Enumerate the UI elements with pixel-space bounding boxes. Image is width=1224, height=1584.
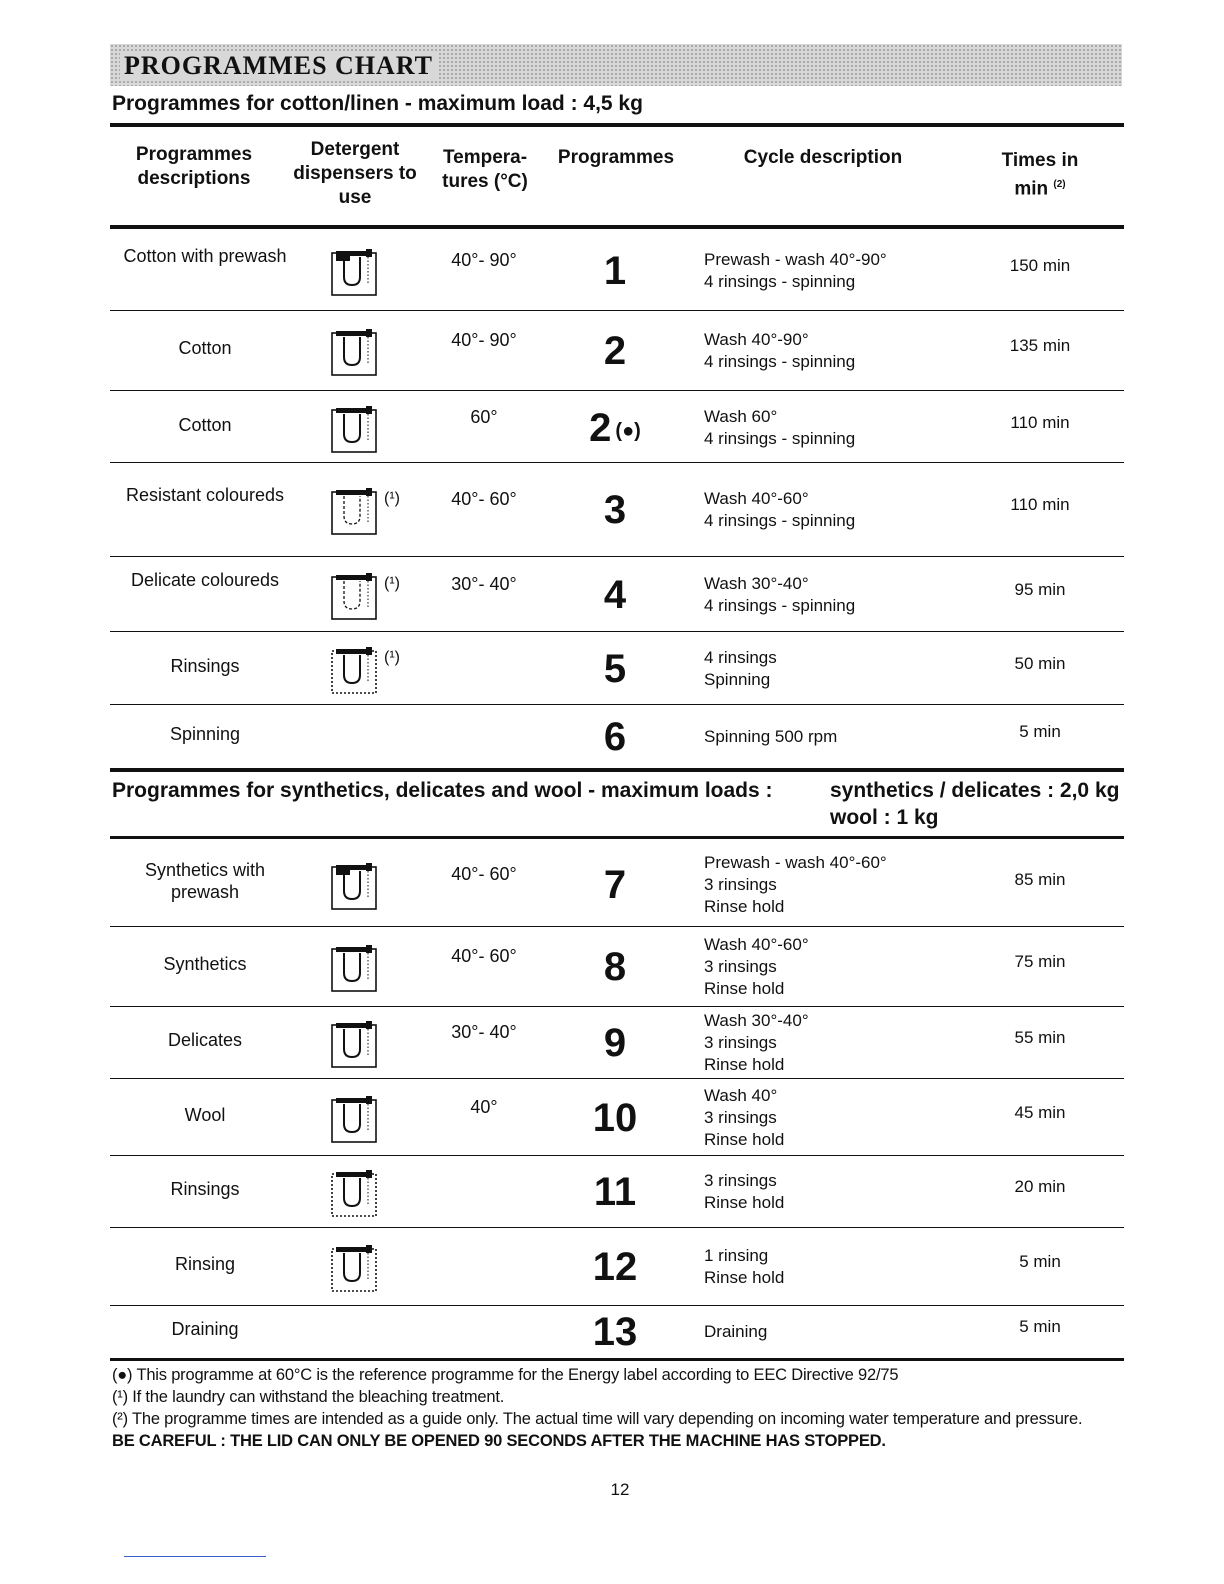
cycle-step: Wash 40°-60°: [704, 935, 809, 954]
table-row: [110, 231, 1124, 311]
programme-number: 13: [592, 1310, 638, 1354]
footnote-bleach: (¹) If the laundry can withstand the bleaching treatment.: [112, 1388, 505, 1406]
programme-time: 135 min: [1009, 336, 1071, 355]
programme-description: Spinning: [169, 723, 241, 744]
cycle-step: Rinse hold: [704, 1193, 785, 1212]
cycle-description: [704, 573, 1004, 617]
banner: [110, 44, 1122, 86]
programme-number: 7: [603, 862, 627, 907]
bleach-footnote-mark: (¹): [384, 490, 400, 507]
programme-number-cell: [565, 1096, 665, 1140]
cycle-step: 4 rinsings - spinning: [704, 429, 856, 448]
table-row: [110, 705, 1124, 768]
temperature: 40°- 90°: [451, 250, 517, 270]
programme-number: 6: [603, 714, 627, 759]
programme-description: Resistant coloureds: [125, 485, 285, 505]
header-descriptions: Programmes descriptions: [135, 144, 253, 189]
programme-time: 75 min: [1014, 952, 1066, 971]
cycle-step: 4 rinsings - spinning: [704, 595, 856, 615]
footnote-energy: (●) This programme at 60°C is the reference programme for the Energy label according to EEC Directive 92/75: [112, 1366, 899, 1384]
programme-time: 5 min: [1019, 1252, 1061, 1271]
divider: [110, 123, 1124, 127]
cycle-step: Prewash - wash 40°-60°: [704, 852, 887, 872]
detergent-dispenser-softener-icon: [330, 1241, 378, 1293]
programme-description: Rinsings: [170, 655, 240, 676]
cycle-step: Wash 60°: [704, 407, 778, 426]
divider: [110, 768, 1124, 772]
cycle-description: [704, 1085, 1004, 1151]
page-number: 12: [610, 1480, 630, 1499]
programme-time: 150 min: [1009, 256, 1071, 275]
programme-number-cell: [565, 1021, 665, 1065]
page-title: PROGRAMMES CHART: [120, 51, 437, 81]
cycle-step: Rinse hold: [704, 1055, 785, 1074]
cycle-step: 4 rinsings - spinning: [704, 352, 856, 371]
programme-number: 4: [603, 572, 627, 617]
header-times: [990, 149, 1090, 201]
header-cycle: Cycle description: [743, 147, 903, 168]
temperature: 40°- 60°: [451, 863, 517, 884]
programme-time: 110 min: [1010, 495, 1070, 514]
programme-description: Synthetics with prewash: [144, 859, 266, 902]
programme-number-cell: [565, 647, 665, 691]
bleach-footnote-mark: (¹): [384, 648, 400, 666]
detergent-dispenser-wash-icon: [330, 402, 378, 454]
cycle-step: Wash 40°: [704, 1085, 778, 1105]
lid-warning: BE CAREFUL : THE LID CAN ONLY BE OPENED 90 SECONDS AFTER THE MACHINE HAS STOPPED.: [112, 1432, 886, 1450]
cycle-description: [704, 406, 1004, 450]
cycle-step: Wash 40°-90°: [704, 330, 809, 349]
programme-time: 110 min: [1010, 413, 1070, 432]
programme-time: 95 min: [1014, 579, 1066, 599]
programme-number: 2: [589, 406, 612, 450]
temperature: 30°- 40°: [451, 1022, 517, 1042]
cycle-step: 3 rinsings: [704, 1107, 777, 1127]
table-row: [110, 842, 1124, 927]
header-temperatures: Tempera- tures (°C): [442, 147, 528, 192]
cycle-step: Spinning 500 rpm: [704, 726, 838, 746]
table-row: [110, 927, 1124, 1007]
detergent-dispenser-wash-icon: [330, 1092, 378, 1144]
table-row: [110, 557, 1124, 632]
programme-number-cell: [565, 1310, 665, 1354]
detergent-dispenser-softener-icon: [330, 643, 378, 695]
cycle-description: [704, 1321, 1004, 1343]
load-synthetics-delicates: synthetics / delicates : 2,0 kg: [830, 779, 1120, 802]
cycle-step: 4 rinsings - spinning: [704, 511, 856, 530]
cycle-description: [704, 726, 1004, 748]
cycle-step: Prewash - wash 40°-90°: [704, 250, 887, 269]
table-row: [110, 1156, 1124, 1228]
detergent-dispenser-softener-icon: [330, 1166, 378, 1218]
programme-description: Cotton: [178, 338, 232, 358]
cycle-description: [704, 488, 1004, 532]
cycle-step: Rinse hold: [704, 979, 785, 998]
detergent-dispenser-prewash-icon: [330, 859, 378, 911]
programme-number: 5: [603, 646, 627, 691]
cycle-step: 4 rinsings - spinning: [704, 272, 856, 291]
programme-number-cell: [565, 573, 665, 617]
cycle-description: [704, 934, 1004, 1000]
divider: [110, 836, 1124, 839]
divider: [124, 1556, 266, 1557]
cycle-step: 3 rinsings: [704, 1171, 777, 1190]
programme-time: 85 min: [1014, 869, 1066, 889]
cycle-step: 3 rinsings: [704, 957, 777, 976]
cycle-step: 3 rinsings: [704, 1033, 777, 1052]
header-times-note: (2): [1053, 179, 1066, 190]
cycle-step: Draining: [704, 1322, 768, 1341]
programme-description: Synthetics: [163, 954, 247, 974]
cycle-description: [704, 329, 1004, 373]
programme-number-cell: [565, 406, 665, 453]
programme-number-cell: [565, 1170, 665, 1214]
cycle-step: Rinse hold: [704, 1268, 785, 1287]
divider: [110, 225, 1124, 229]
header-times-label: Times in min: [1001, 150, 1079, 200]
cycle-step: Spinning: [704, 669, 771, 689]
bleach-footnote-mark: (¹): [384, 574, 400, 592]
detergent-dispenser-wash-icon: [330, 325, 378, 377]
table-row: [110, 463, 1124, 557]
cycle-description: [704, 852, 1004, 918]
detergent-dispenser-wash-icon: [330, 1017, 378, 1069]
programme-number-cell: [565, 329, 665, 373]
table-row: [110, 632, 1124, 705]
programme-number: 9: [603, 1021, 627, 1065]
programme-number: 8: [603, 945, 627, 989]
header-programmes: Programmes: [557, 147, 675, 168]
cycle-step: Rinse hold: [704, 1129, 785, 1149]
programme-time: 55 min: [1014, 1028, 1066, 1047]
detergent-dispenser-bleach-icon: [330, 569, 378, 621]
programme-time: 20 min: [1014, 1177, 1066, 1196]
temperature: 60°: [470, 407, 498, 427]
programme-description: Delicates: [167, 1030, 243, 1050]
programme-description: Cotton: [178, 415, 232, 435]
load-wool: wool : 1 kg: [830, 806, 939, 829]
programme-time: 45 min: [1014, 1102, 1066, 1122]
table-row: [110, 1079, 1124, 1156]
cycle-step: Wash 30°-40°: [704, 1011, 809, 1030]
table-row: [110, 1306, 1124, 1358]
divider: [110, 1358, 1124, 1361]
programme-description: Delicate coloureds: [130, 569, 280, 590]
cycle-description: [704, 1245, 1004, 1289]
header-detergent: Detergent dispensers to use: [293, 139, 417, 208]
row-divider: [110, 390, 1124, 392]
temperature: 40°- 60°: [451, 489, 517, 509]
temperature: 40°- 90°: [451, 330, 517, 350]
cycle-step: 3 rinsings: [704, 874, 777, 894]
detergent-dispenser-bleach-icon: [330, 484, 378, 536]
table-row: [110, 311, 1124, 391]
programme-description: Wool: [184, 1104, 226, 1125]
programme-number-cell: [565, 715, 665, 759]
programme-time: 50 min: [1014, 653, 1066, 673]
cycle-step: Wash 30°-40°: [704, 573, 809, 593]
temperature: 40°: [470, 1096, 498, 1117]
cycle-description: [704, 1010, 1004, 1076]
energy-reference-mark: (●): [615, 420, 641, 442]
cycle-step: Wash 40°-60°: [704, 489, 809, 508]
programme-number-cell: [565, 249, 665, 293]
programme-number: 11: [593, 1170, 637, 1214]
programme-description: Draining: [171, 1319, 239, 1339]
programme-number: 1: [603, 249, 627, 293]
detergent-dispenser-wash-icon: [330, 941, 378, 993]
programme-description: Rinsing: [174, 1254, 236, 1274]
cycle-step: 4 rinsings: [704, 647, 777, 667]
section-title-cotton: Programmes for cotton/linen - maximum load : 4,5 kg: [112, 92, 643, 115]
programme-number: 3: [603, 488, 627, 532]
programme-number-cell: [565, 863, 665, 907]
programme-time: 5 min: [1019, 721, 1061, 741]
footnote-times: (²) The programme times are intended as a guide only. The actual time will vary depending on incoming water temperature and pressure.: [112, 1410, 1083, 1428]
table-row: [110, 393, 1124, 463]
temperature: 30°- 40°: [451, 573, 517, 594]
cycle-description: [704, 1170, 1004, 1214]
cycle-step: 1 rinsing: [704, 1246, 769, 1265]
programme-number-cell: [565, 1245, 665, 1289]
temperature: 40°- 60°: [451, 946, 517, 966]
programme-number: 10: [592, 1095, 638, 1140]
programme-number: 12: [592, 1245, 638, 1289]
programme-number-cell: [565, 488, 665, 532]
detergent-dispenser-prewash-icon: [330, 245, 378, 297]
section-title-synthetics: Programmes for synthetics, delicates and wool - maximum loads :: [112, 779, 773, 802]
cycle-description: [704, 647, 1004, 691]
programme-description: Cotton with prewash: [123, 246, 287, 266]
table-row: [110, 1228, 1124, 1306]
footnotes: [112, 1364, 1128, 1452]
table-row: [110, 1007, 1124, 1079]
cycle-description: [704, 249, 1004, 293]
programme-description: Rinsings: [170, 1179, 240, 1199]
programme-number-cell: [565, 945, 665, 989]
programme-time: 5 min: [1019, 1317, 1061, 1336]
cycle-step: Rinse hold: [704, 896, 785, 916]
programme-number: 2: [603, 329, 627, 373]
